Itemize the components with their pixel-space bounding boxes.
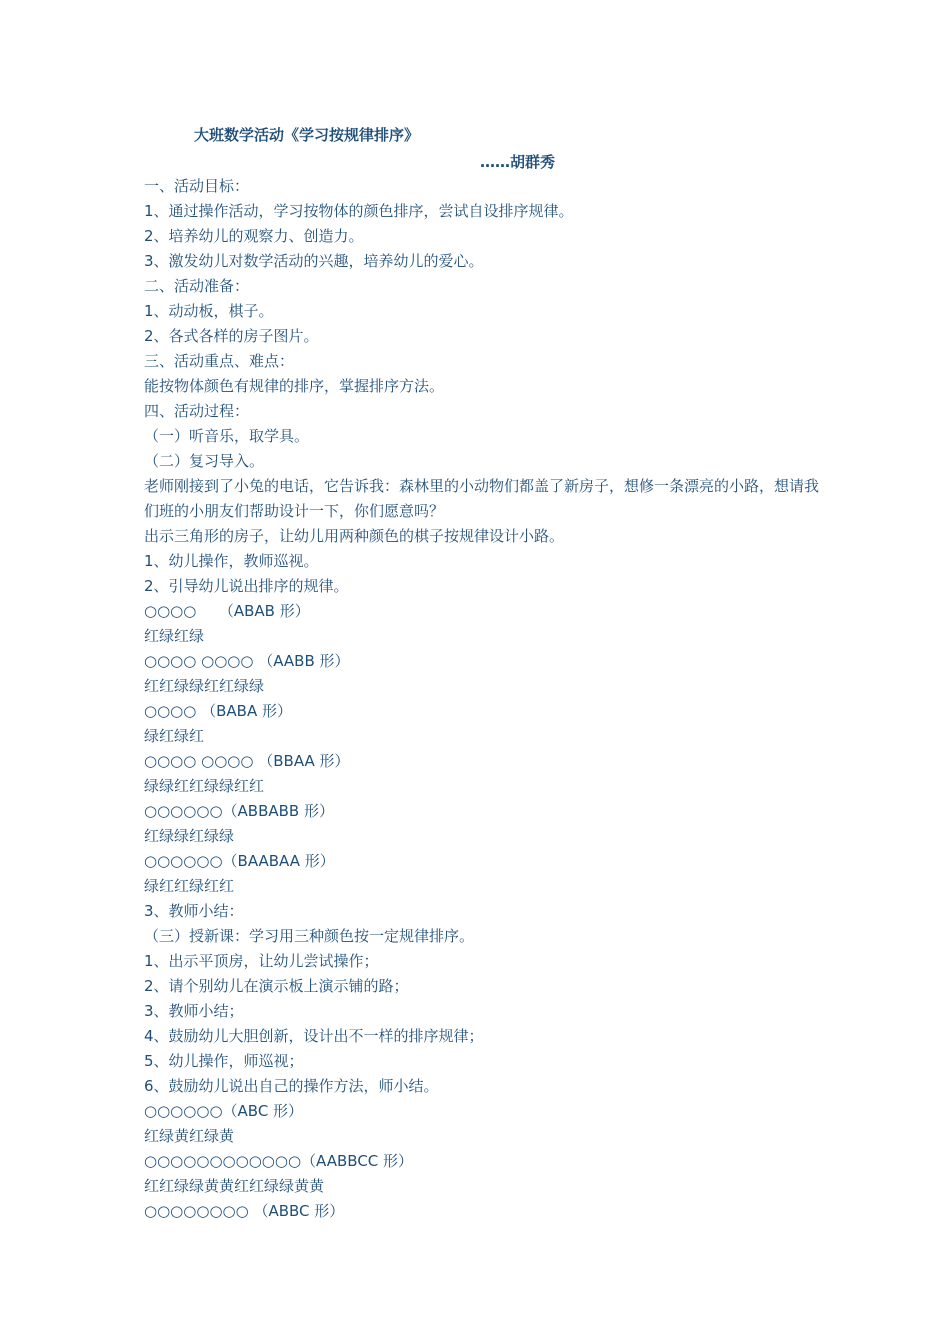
document-line: 绿绿红红绿绿红红	[144, 777, 265, 795]
document-line: 2、引导幼儿说出排序的规律。	[144, 577, 349, 595]
document-line: 1、通过操作活动，学习按物体的颜色排序，尝试自设排序规律。	[144, 202, 574, 220]
document-line: ○○○○ （ABAB 形）	[144, 602, 310, 620]
document-line: 红红绿绿红红绿绿	[144, 677, 265, 695]
document-line: 红绿红绿	[144, 627, 205, 645]
document-line: 红绿绿红绿绿	[144, 827, 235, 845]
document-line: 1、幼儿操作，教师巡视。	[144, 552, 319, 570]
document-line: ○○○○○○（BAABAA 形）	[144, 852, 335, 870]
document-line: 3、教师小结；	[144, 1002, 244, 1020]
document-line: ○○○○○○○○ （ABBC 形）	[144, 1202, 345, 1220]
document-line: ○○○○ ○○○○ （AABB 形）	[144, 652, 350, 670]
document-line: 6、鼓励幼儿说出自己的操作方法，师小结。	[144, 1077, 439, 1095]
document-line: 3、激发幼儿对数学活动的兴趣，培养幼儿的爱心。	[144, 252, 484, 270]
document-line: 4、鼓励幼儿大胆创新，设计出不一样的排序规律；	[144, 1027, 484, 1045]
document-line: （三）授新课：学习用三种颜色按一定规律排序。	[144, 927, 475, 945]
document-line: 能按物体颜色有规律的排序，掌握排序方法。	[144, 377, 445, 395]
document-author: ……胡群秀	[480, 153, 556, 171]
document-line: 红红绿绿黄黄红红绿绿黄黄	[144, 1177, 325, 1195]
document-line: 2、培养幼儿的观察力、创造力。	[144, 227, 364, 245]
document-line: ○○○○○○（ABC 形）	[144, 1102, 304, 1120]
document-body	[144, 174, 824, 1224]
document-line: 二、活动准备：	[144, 277, 250, 295]
document-line: 一、活动目标：	[144, 177, 250, 195]
document-line: ○○○○○○（ABBABB 形）	[144, 802, 334, 820]
document-line: 1、动动板，棋子。	[144, 302, 274, 320]
document-line: ○○○○ （BABA 形）	[144, 702, 292, 720]
document-line: 四、活动过程：	[144, 402, 250, 420]
document-line: 1、出示平顶房，让幼儿尝试操作；	[144, 952, 379, 970]
document-line: ○○○○○○○○○○○○（AABBCC 形）	[144, 1152, 414, 1170]
document-line: 红绿黄红绿黄	[144, 1127, 235, 1145]
document-line: ○○○○ ○○○○ （BBAA 形）	[144, 752, 350, 770]
document-line: 绿红绿红	[144, 727, 205, 745]
document-line: 2、各式各样的房子图片。	[144, 327, 319, 345]
document-line: 3、教师小结：	[144, 902, 244, 920]
document-line: 三、活动重点、难点：	[144, 352, 295, 370]
document-line: 老师刚接到了小兔的电话，它告诉我：森林里的小动物们都盖了新房子，想修一条漂亮的小路，想请我们班的小朋友们帮助设计一下，你们愿意吗？	[144, 477, 820, 520]
document-line: （一）听音乐，取学具。	[144, 427, 310, 445]
document-line: 5、幼儿操作，师巡视；	[144, 1052, 304, 1070]
document-line: 2、请个别幼儿在演示板上演示铺的路；	[144, 977, 409, 995]
document-line: （二）复习导入。	[144, 452, 265, 470]
document-line: 绿红红绿红红	[144, 877, 235, 895]
document-title: 大班数学活动《学习按规律排序》	[194, 126, 420, 144]
document-line: 出示三角形的房子，让幼儿用两种颜色的棋子按规律设计小路。	[144, 527, 565, 545]
